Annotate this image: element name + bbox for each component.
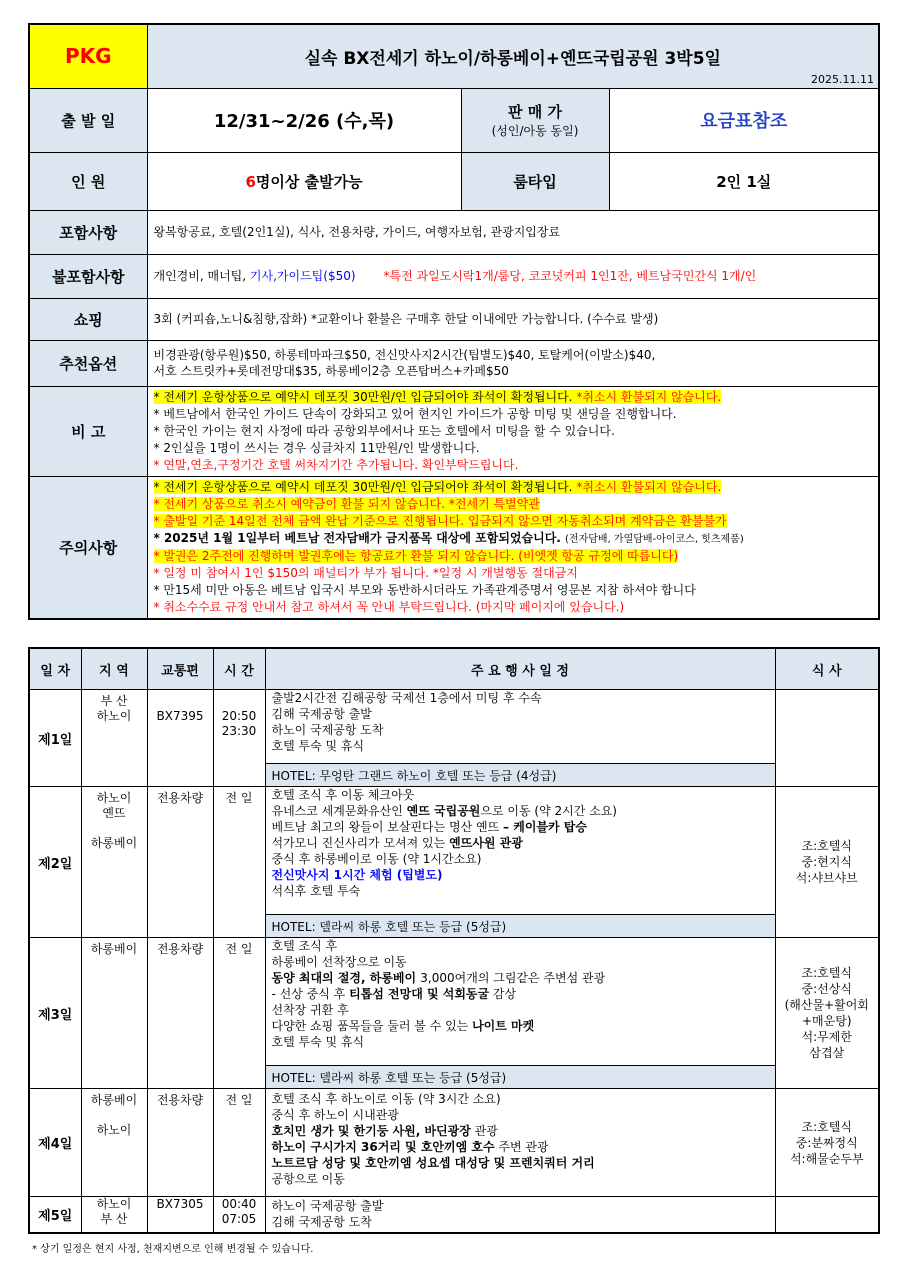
day1-flight: BX7395: [156, 709, 204, 723]
people-value: 명이상 출발가능: [255, 172, 363, 191]
day5-row: [29, 1197, 879, 1233]
caution-line-5: * 발권은 2주전에 진행하며 발권후에는 항공료가 환불 되지 않습니다. (비엣젯 항공 규정에 따릅니다): [153, 548, 679, 563]
day2-line-6: 전신맛사지 1시간 체험 (팁별도): [271, 868, 443, 882]
day2-meal-1: 조:호텔식: [801, 839, 852, 853]
day5-time-2: 07:05: [221, 1212, 257, 1226]
day4-row: [29, 1089, 879, 1197]
col-day: 일 자: [29, 648, 81, 690]
day3-line-2: 하롱베이 선착장으로 이동: [271, 955, 407, 969]
shopping-value: 3회 (커피숍,노니&침향,잡화) *교환이나 환불은 구매후 한달 이내에만 가능합니다. (수수료 발생): [147, 298, 879, 340]
options-label: 추천옵션: [29, 340, 147, 386]
day4-line-6: 공항으로 이동: [271, 1172, 345, 1186]
shopping-label: 쇼핑: [29, 298, 147, 340]
itinerary-header-row: [29, 648, 879, 690]
day2-line-2a: 유네스코 세계문화유산인: [271, 804, 407, 818]
day1-schedule: [265, 690, 775, 764]
day3-line-3b: 3,000여개의 그림같은 주변섬 관광: [420, 971, 606, 985]
day3-meal-5: 석:무제한: [801, 1030, 852, 1044]
day3-line-4c: 감상: [489, 987, 517, 1001]
options-line-2: 서호 스트릿카+롯데전망대$35, 하롱베이2층 오픈탑버스+카페$50: [153, 364, 509, 378]
day3-line-3a: 동양 최대의 절경, 하롱베이: [271, 971, 421, 985]
day4-meal-3: 석:해물순두부: [789, 1151, 864, 1166]
day2-line-3a: 베트남 최고의 왕들이 보살핀다는 명산 옌뜨: [271, 820, 504, 834]
day3-meal-4: +매운탕): [801, 1014, 852, 1028]
day1-label: 제1일: [29, 690, 81, 787]
day4-line-1: 호텔 조식 후 하노이로 이동 (약 3시간 소요): [271, 1092, 501, 1106]
day2-label: 제2일: [29, 787, 81, 938]
day2-line-4a: 석가모니 진신사리가 모셔져 있는: [271, 836, 450, 850]
day3-meal: [775, 938, 879, 1089]
day5-line-2: 김해 국제공항 도착: [271, 1215, 372, 1230]
day1-region-2: 하노이: [96, 709, 132, 723]
day5-region-1: 하노이: [96, 1197, 132, 1211]
day4-meal-1: 조:호텔식: [801, 1119, 852, 1134]
caution-cell: [147, 476, 879, 619]
day2-line-4b: 옌뜨사원 관광: [449, 836, 523, 850]
options-cell: [147, 340, 879, 386]
caution-line-6: * 일정 미 참여시 1인 $150의 패널티가 부가 됩니다. *일정 시 개별행동 절대금지: [153, 565, 578, 580]
day1-time: [213, 690, 265, 787]
day4-line-5: 노트르담 성당 및 호안끼엠 성요셉 대성당 및 프렌치쿼터 거리: [271, 1156, 595, 1170]
day3-label: 제3일: [29, 938, 81, 1089]
day1-line-2: 김해 국제공항 출발: [271, 707, 372, 721]
caution-line-4a: * 2025년 1월 1일부터 베트남 전자담배가 금지품목 대상에 포함되었습니다.: [153, 530, 566, 545]
caution-label: 주의사항: [29, 476, 147, 619]
day3-transport: 전용차량: [147, 938, 213, 1089]
day5-transport: BX7305: [147, 1197, 213, 1233]
day3-hotel: HOTEL: 델라씨 하롱 호텔 또는 등급 (5성급): [265, 1066, 775, 1089]
day2-line-2c: 으로 이동 (약 2시간 소요): [480, 804, 617, 818]
day3-line-6b: 나이트 마켓: [472, 1019, 535, 1033]
remarks-line-2: * 베트남에서 한국인 가이드 단속이 강화되고 있어 현지인 가이드가 공항 미팅 및 샌딩을 진행합니다.: [153, 406, 677, 421]
caution-line-1a: * 전세기 운항상품으로 예약시 데포짓 30만원/인 입금되어야 좌석이 확정됩니다.: [153, 479, 577, 494]
package-title: [147, 24, 879, 88]
day2-hotel: HOTEL: 델라씨 하롱 호텔 또는 등급 (5성급): [265, 915, 775, 938]
day4-transport: 전용차량: [147, 1089, 213, 1197]
day3-line-6a: 다양한 쇼핑 품목들을 둘러 볼 수 있는: [271, 1019, 473, 1033]
day2-row: [29, 787, 879, 915]
day3-time: 전 일: [213, 938, 265, 1089]
price-label-cell: [461, 88, 609, 152]
day4-line-3a: 호치민 생가 및 한기둥 사원, 바딘광장: [271, 1124, 471, 1138]
remarks-line-5: * 연말,연초,구정기간 호텔 써차지기간 추가됩니다. 확인부탁드립니다.: [153, 457, 519, 472]
day2-line-7: 석식후 호텔 투숙: [271, 884, 361, 898]
excluded-cell: [147, 254, 879, 298]
day2-line-3b: – 케이블카 탑승: [503, 820, 587, 834]
caution-line-7: * 만15세 미만 아동은 베트남 입국시 부모와 동반하시더라도 가족관계증명서 영문본 지참 하셔야 합니다: [153, 582, 696, 597]
day1-row: [29, 690, 879, 764]
day2-region-1: 하노이: [96, 791, 132, 805]
people-cell: [147, 152, 461, 210]
day1-line-3: 하노이 국제공항 도착: [271, 723, 384, 737]
day4-meal-2: 중:분짜정식: [795, 1135, 858, 1150]
day3-meal-6: 삼겹살: [809, 1046, 845, 1060]
day1-region: [81, 690, 147, 787]
day5-line-1: 하노이 국제공항 출발: [271, 1199, 384, 1214]
day2-meal: [775, 787, 879, 938]
day3-line-4a: - 선상 중식 후: [271, 987, 350, 1001]
remarks-cell: [147, 386, 879, 476]
departure-value: 12/31~2/26 (수,목): [147, 88, 461, 152]
options-line-1: 비경관광(항루원)$50, 하롱테마파크$50, 전신맛사지2시간(팁별도)$40, 토탈케어(이발소)$40,: [153, 348, 656, 362]
day4-label: 제4일: [29, 1089, 81, 1197]
people-number: 6: [245, 172, 256, 191]
caution-line-3: * 출발일 기준 14일전 전체 금액 완납 기준으로 진행됩니다. 입금되지 않으면 자동취소되며 계약금은 환불불가: [153, 513, 727, 528]
day2-meal-3: 석:샤브샤브: [795, 871, 858, 885]
day4-region-2: 하노이: [96, 1123, 132, 1137]
day2-transport: 전용차량: [147, 787, 213, 938]
day1-line-4: 호텔 투숙 및 휴식: [271, 739, 365, 753]
room-label: 룸타입: [461, 152, 609, 210]
included-value: 왕복항공료, 호텔(2인1실), 식사, 전용차량, 가이드, 여행자보험, 관광지입장료: [147, 210, 879, 254]
day4-line-4a: 하노이 구시가지 36거리 및 호안끼엠 호수: [271, 1140, 495, 1154]
remarks-line-1a: * 전세기 운항상품으로 예약시 데포짓 30만원/인 입금되어야 좌석이 확정됩니다.: [153, 389, 577, 404]
day4-time: 전 일: [213, 1089, 265, 1197]
caution-line-4b: (전자담배, 가열담배-아이코스, 힛츠제품): [565, 533, 744, 545]
day1-region-1: 부 산: [100, 694, 128, 708]
col-time: 시 간: [213, 648, 265, 690]
day1-time-1: 20:50: [221, 709, 257, 723]
caution-line-1b: *취소시 환불되지 않습니다.: [576, 479, 722, 494]
day3-line-5: 선착장 귀환 후: [271, 1003, 349, 1017]
day3-row: [29, 938, 879, 1066]
price-sub: (성인/아동 동일): [491, 124, 579, 138]
excluded-b: 기사,가이드팁($50): [249, 269, 356, 283]
price-label: 판 매 가: [508, 103, 562, 121]
price-value: 요금표참조: [609, 88, 879, 152]
day4-line-3b: 관광: [470, 1124, 498, 1138]
day5-region: [81, 1197, 147, 1233]
day4-region: [81, 1089, 147, 1197]
day4-line-4b: 주변 관광: [494, 1140, 549, 1154]
col-meal: 식 사: [775, 648, 879, 690]
day1-line-1: 출발2시간전 김해공항 국제선 1층에서 미팅 후 수속: [271, 691, 542, 705]
caution-line-8: * 취소수수료 규정 안내서 참고 하셔서 꼭 안내 부탁드립니다. (마지막 페이지에 있습니다.): [153, 599, 625, 614]
day1-hotel: HOTEL: 무엉탄 그랜드 하노이 호텔 또는 등급 (4성급): [265, 764, 775, 787]
day5-time: [213, 1197, 265, 1233]
caution-line-2: * 전세기 상품으로 취소시 예약금이 환불 되지 않습니다. *전세기 특별약관: [153, 496, 540, 511]
day3-line-4b: 티톱섬 전망대 및 석회동굴: [349, 987, 490, 1001]
day4-region-1: 하롱베이: [90, 1093, 138, 1107]
day5-meal: [775, 1197, 879, 1233]
day1-meal: [775, 690, 879, 787]
day2-line-2b: 옌뜨 국립공원: [406, 804, 481, 818]
people-label: 인 원: [29, 152, 147, 210]
day5-time-1: 00:40: [221, 1197, 257, 1211]
day3-line-7: 호텔 투숙 및 휴식: [271, 1035, 365, 1049]
day5-region-2: 부 산: [100, 1212, 128, 1226]
day2-schedule: [265, 787, 775, 915]
itinerary-table: [28, 647, 880, 1234]
excluded-special: *특전 과일도시락1개/룸당, 코코넛커피 1인1잔, 베트남국민간식 1개/인: [383, 269, 757, 283]
room-value: 2인 1실: [609, 152, 879, 210]
day2-line-1: 호텔 조식 후 이동 체크아웃: [271, 788, 415, 802]
day3-meal-3: (해산물+활어회: [784, 998, 869, 1012]
day2-region-2: 옌뜨: [102, 806, 126, 820]
document-date: 2025.11.11: [811, 72, 875, 86]
day2-meal-2: 중:현지식: [801, 855, 852, 869]
day4-meal: [775, 1089, 879, 1197]
pkg-badge: PKG: [29, 24, 147, 88]
remarks-line-4: * 2인실을 1명이 쓰시는 경우 싱글차지 11만원/인 발생합니다.: [153, 440, 480, 455]
day3-region: 하롱베이: [81, 938, 147, 1089]
day2-region-3: 하롱베이: [90, 836, 138, 850]
day5-label: 제5일: [29, 1197, 81, 1233]
excluded-a: 개인경비, 매너팁,: [153, 269, 250, 283]
day2-region: [81, 787, 147, 938]
day4-schedule: [265, 1089, 775, 1197]
day3-meal-1: 조:호텔식: [801, 966, 852, 980]
col-itinerary: 주 요 행 사 일 정: [265, 648, 775, 690]
day3-schedule: [265, 938, 775, 1066]
remarks-label: 비 고: [29, 386, 147, 476]
excluded-label: 불포함사항: [29, 254, 147, 298]
col-transport: 교통편: [147, 648, 213, 690]
departure-label: 출 발 일: [29, 88, 147, 152]
day1-time-2: 23:30: [221, 724, 257, 738]
title-text: 실속 BX전세기 하노이/하롱베이+옌뜨국립공원 3박5일: [304, 48, 721, 69]
day2-time: 전 일: [213, 787, 265, 938]
col-region: 지 역: [81, 648, 147, 690]
package-info-table: [28, 23, 880, 620]
day4-line-2: 중식 후 하노이 시내관광: [271, 1108, 399, 1122]
remarks-line-1b: *취소시 환불되지 않습니다.: [576, 389, 722, 404]
included-label: 포함사항: [29, 210, 147, 254]
day5-schedule: [265, 1197, 775, 1233]
day1-transport: [147, 690, 213, 787]
day3-meal-2: 중:선상식: [801, 982, 852, 996]
remarks-line-3: * 한국인 가이는 현지 사정에 따라 공항외부에서나 또는 호텔에서 미팅을 할 수 있습니다.: [153, 423, 615, 438]
itinerary-footnote: * 상기 일정은 현지 사정, 천재지변으로 인해 변경될 수 있습니다.: [32, 1244, 314, 1255]
day2-line-5: 중식 후 하롱베이로 이동 (약 1시간소요): [271, 852, 482, 866]
day3-line-1: 호텔 조식 후: [271, 939, 338, 953]
